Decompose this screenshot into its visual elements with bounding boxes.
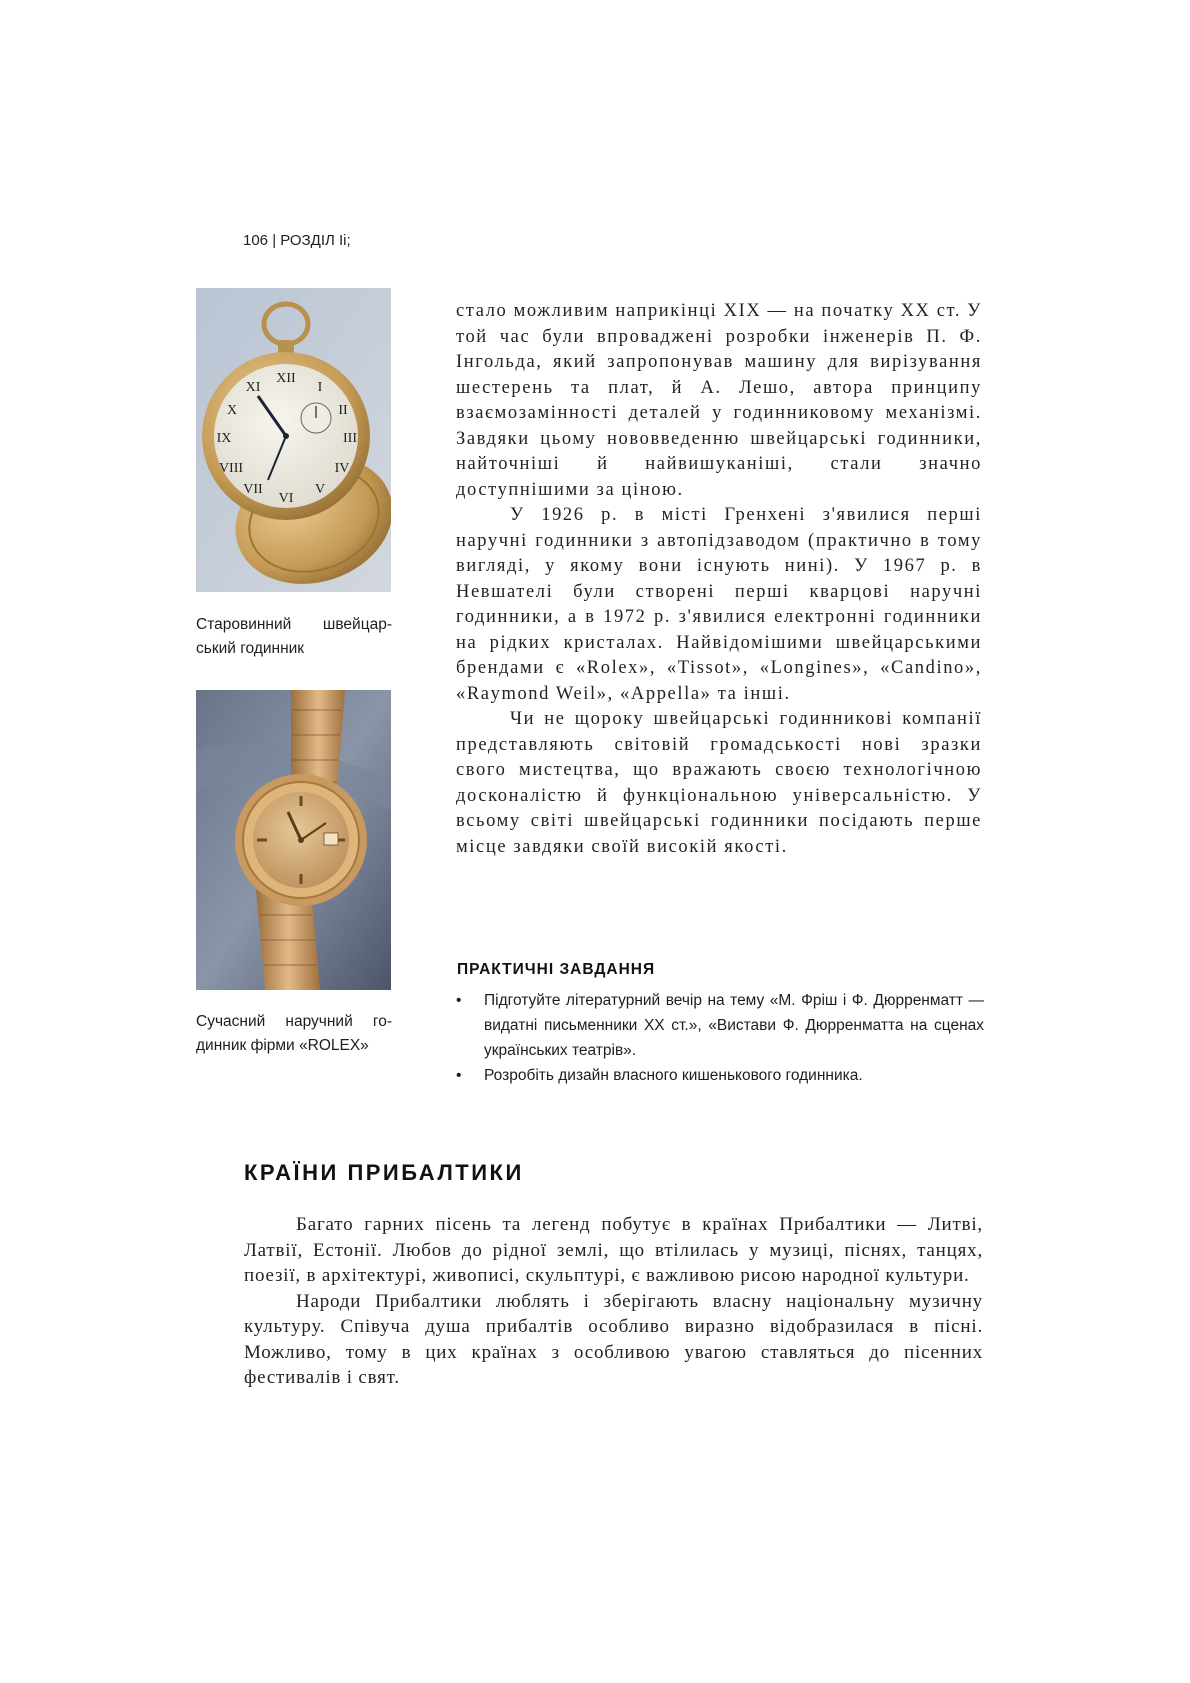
- body-paragraph: стало можливим наприкінці XIX — на початку XX ст. У той час були впроваджені розробки інженерів П. Ф. Інгольда, який запропонував машину для вирізування шестерень та плат, й А. Лешо, автора принципу взаємозамінності деталей у годинниковому механізмі. Завдяки цьому нововведенню швейцарські годинники, найточніші й найвишуканіші, стали значно доступнішими за ціною.: [456, 301, 982, 500]
- section-heading: КРАЇНИ ПРИБАЛТИКИ: [244, 1160, 524, 1185]
- svg-text:I: I: [317, 380, 323, 395]
- figure-caption: Сучасний наручний годинник фірми «ROLEX»: [196, 1013, 392, 1054]
- task-item: [456, 1063, 984, 1088]
- bullet-icon: •: [456, 1067, 462, 1084]
- tasks-list: [456, 988, 984, 1088]
- running-head: 106 | РОЗДІЛ Ii;: [243, 232, 351, 249]
- svg-text:IV: IV: [334, 461, 350, 476]
- svg-text:VII: VII: [243, 482, 263, 497]
- section-paragraph: Народи Прибалтики люблять і зберігають власну національну музичну культуру. Співуча душа прибалтів особливо виразно відобразилася в пісні. Можливо, тому в цих країнах з особливою увагою ставляться до пісенних фестивалів і свят.: [244, 1290, 983, 1388]
- figure-caption: Старовинний швейцарський годинник: [196, 616, 392, 657]
- pocket-watch-figure: [196, 288, 391, 592]
- svg-text:III: III: [343, 431, 357, 446]
- svg-text:VIII: VIII: [218, 461, 244, 476]
- svg-text:X: X: [226, 403, 238, 418]
- pocket-watch-photo: [196, 288, 391, 592]
- svg-text:XII: XII: [276, 371, 296, 386]
- wristwatch-photo: [196, 690, 391, 990]
- body-column: [456, 299, 982, 860]
- svg-text:VI: VI: [278, 491, 294, 506]
- svg-text:XI: XI: [245, 380, 261, 395]
- svg-text:II: II: [338, 403, 348, 418]
- svg-text:V: V: [314, 482, 326, 497]
- task-text: Підготуйте літературний вечір на тему «М. Фріш і Ф. Дюрренматт — видатні письменники XX ст.», «Вистави Ф. Дюрренматта на сценах українських театрів».: [484, 992, 984, 1059]
- tasks-heading: ПРАКТИЧНІ ЗАВДАННЯ: [457, 961, 656, 978]
- svg-text:IX: IX: [216, 431, 232, 446]
- body-paragraph: Чи не щороку швейцарські годинникові компанії представляють світовій громадськості нові зразки свого мистецтва, що вражають своєю технологічною досконалістю й функціональною універсальністю. У всьому світі швейцарські годинники посідають перше місце завдяки своїй високій якості.: [456, 709, 982, 857]
- section-body: [244, 1212, 983, 1391]
- section-paragraph: Багато гарних пісень та легенд побутує в країнах Прибалтики — Литві, Латвії, Естонії. Любов до рідної землі, що втілилась у музиці, піснях, танцях, поезії, в архітектурі, живописі, скульптурі, є важливою рисою народної культури.: [244, 1214, 983, 1286]
- body-paragraph: У 1926 р. в місті Гренхені з'явилися перші наручні годинники з автопідзаводом (практично в тому вигляді, у якому вони існують нині). У 1967 р. в Невшателі були створені перші кварцові наручні годинники, а в 1972 р. з'явилися електронні годинники на рідких кристалах. Найвідомішими швейцарськими брендами є «Rolex», «Tissot», «Longines», «Candino», «Raymond Weil», «Appella» та інші.: [456, 505, 982, 704]
- task-item: [456, 988, 984, 1063]
- wristwatch-figure: [196, 690, 391, 990]
- task-text: Розробіть дизайн власного кишенькового годинника.: [484, 1067, 863, 1084]
- bullet-icon: •: [456, 992, 462, 1009]
